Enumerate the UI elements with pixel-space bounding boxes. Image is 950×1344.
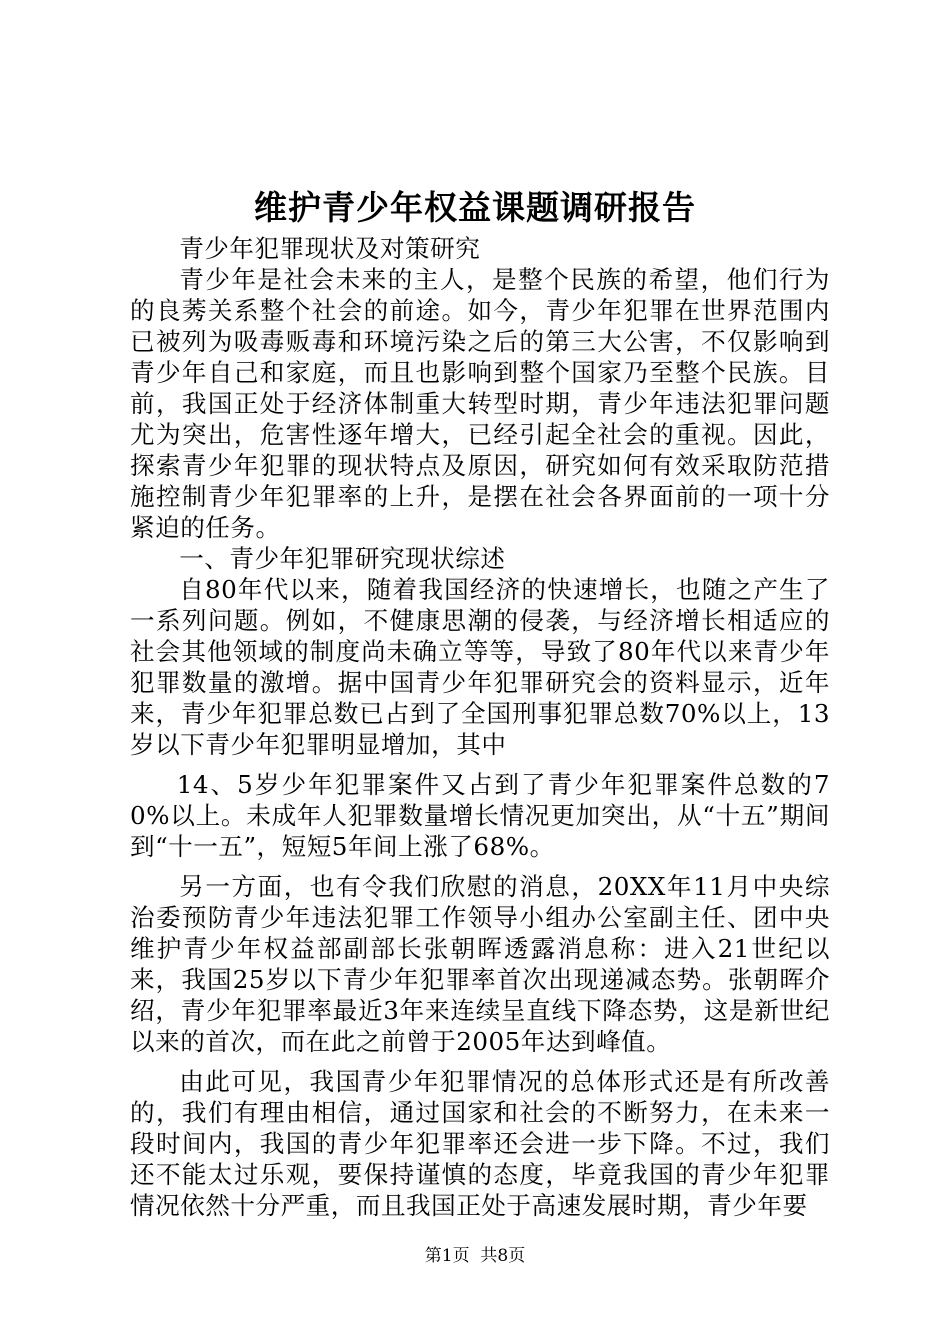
body-paragraph: 14、5岁少年犯罪案件又占到了青少年犯罪案件总数的70%以上。未成年人犯罪数量增长情况更加突出，从“十五”期间到“十一五”，短短5年间上涨了68%。 [130, 770, 830, 861]
document-title: 维护青少年权益课题调研报告 [254, 188, 696, 227]
body-paragraph: 自80年代以来，随着我国经济的快速增长，也随之产生了一系列问题。例如，不健康思潮的侵袭，与经济增长相适应的社会其他领域的制度尚未确立等等，导致了80年代以来青少年犯罪数量的激增。据中国青少年犯罪研究会的资料显示，近年来，青少年犯罪总数已占到了全国刑事犯罪总数70%以上，13岁以下青少年犯罪明显增加，其中 [130, 575, 830, 759]
subtitle-paragraph: 青少年犯罪现状及对策研究 [179, 234, 481, 263]
document-body [130, 233, 830, 1221]
page-number: 第1页 [424, 1246, 470, 1266]
body-paragraph: 由此可见，我国青少年犯罪情况的总体形式还是有所改善的，我们有理由相信，通过国家和社会的不断努力，在未来一段时间内，我国的青少年犯罪率还会进一步下降。不过，我们还不能太过乐观，要保持谨慎的态度，毕竟我国的青少年犯罪情况依然十分严重，而且我国正处于高速发展时期，青少年要 [130, 1067, 830, 1220]
body-paragraph: 另一方面，也有令我们欣慰的消息，20XX年11月中央综治委预防青少年违法犯罪工作领导小组办公室副主任、团中央维护青少年权益部副部长张朝晖透露消息称：进入21世纪以来，我国25岁以下青少年犯罪率首次出现递减态势。张朝晖介绍，青少年犯罪率最近3年来连续呈直线下降态势，这是新世纪以来的首次，而在此之前曾于2005年达到峰值。 [130, 872, 830, 1056]
section-heading: 一、青少年犯罪研究现状综述 [179, 544, 506, 573]
total-pages: 共8页 [480, 1246, 526, 1266]
page-footer [0, 1244, 950, 1268]
intro-paragraph: 青少年是社会未来的主人，是整个民族的希望，他们行为的良莠关系整个社会的前途。如今，青少年犯罪在世界范围内已被列为吸毒贩毒和环境污染之后的第三大公害，不仅影响到青少年自己和家庭，而且也影响到整个国家乃至整个民族。目前，我国正处于经济体制重大转型时期，青少年违法犯罪问题尤为突出，危害性逐年增大，已经引起全社会的重视。因此，探索青少年犯罪的现状特点及原因，研究如何有效采取防范措施控制青少年犯罪率的上升，是摆在社会各界面前的一项十分紧迫的任务。 [130, 265, 830, 542]
